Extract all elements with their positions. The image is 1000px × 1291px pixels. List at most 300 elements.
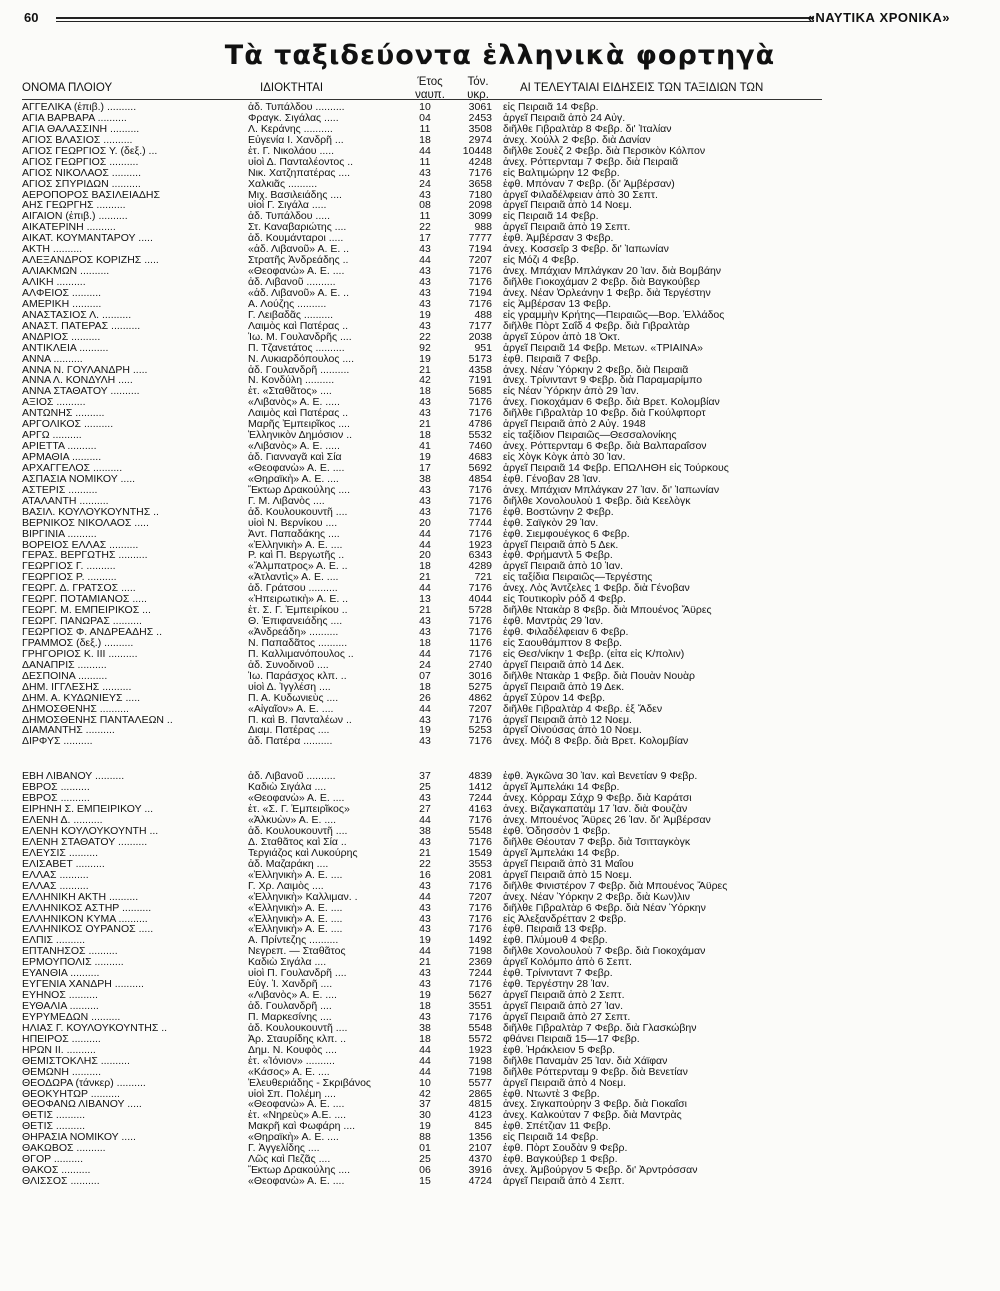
tonnage: 7207 xyxy=(468,891,492,903)
table-row xyxy=(0,837,1000,848)
build-year: 43 xyxy=(419,968,431,980)
voyage-news: ἀργεῖ Πειραιᾶ ἀπὸ 15 Νοεμ. xyxy=(503,869,632,881)
build-year: 19 xyxy=(419,452,431,463)
ship-name: ΓΕΡΑΣ. ΒΕΡΓΩΤΗΣ .......... xyxy=(22,550,148,562)
ship-owner: «Κάσος» Α. Ε. .... xyxy=(248,1066,330,1078)
voyage-news: διῆλθε Σουὲζ 2 Φεβρ. διὰ Περσικὸν Κόλπον xyxy=(503,145,706,157)
build-year: 43 xyxy=(419,495,431,507)
ship-name: ΔΗΜ. ΙΓΓΛΕΣΗΣ .......... xyxy=(22,681,132,693)
tonnage: 2081 xyxy=(468,869,492,881)
build-year: 22 xyxy=(419,331,431,343)
ship-name: ΘΕΜΩΝΗ .......... xyxy=(22,1066,102,1078)
build-year: 21 xyxy=(419,419,431,431)
voyage-news: ἀργεῖ Σύρον ἀπὸ 18 Ὀκτ. xyxy=(503,331,621,343)
tonnage: 3553 xyxy=(468,858,492,870)
tonnage: 1492 xyxy=(468,935,492,947)
voyage-news: εἰς Πειραιᾶ 14 Φεβρ. xyxy=(503,102,599,113)
tonnage: 7176 xyxy=(468,924,492,936)
tonnage: 2369 xyxy=(468,957,492,969)
voyage-news: ἐφθ. Ὀδησσὸν 1 Φεβρ. xyxy=(503,826,611,837)
ship-name: ΕΛΛΗΝΙΚΗ ΑΚΤΗ .......... xyxy=(22,891,139,903)
ship-name: ΑΚΤΗ .......... xyxy=(22,244,83,256)
ship-owner: Ἰω. Μ. Γουλανδρῆς .... xyxy=(248,331,352,343)
ship-name: ΓΕΩΡΓ. ΠΑΝΩΡΑΣ .......... xyxy=(22,616,142,628)
ship-name: ΕΛΛΑΣ .......... xyxy=(22,880,89,892)
build-year: 24 xyxy=(419,178,431,190)
ship-owner: Χαλκιᾶς .......... xyxy=(248,178,318,190)
tonnage: 7177 xyxy=(468,320,492,332)
tonnage: 7198 xyxy=(468,1066,492,1078)
build-year: 27 xyxy=(419,804,431,816)
tonnage: 7176 xyxy=(468,714,492,726)
table-row xyxy=(0,1045,1000,1056)
build-year: 18 xyxy=(419,1033,431,1045)
ship-owner: υἱοὶ Γ. Σιγάλα ..... xyxy=(248,200,327,212)
ship-name: ΑΛΦΕΙΟΣ .......... xyxy=(22,287,102,299)
ship-owner: Δημ. Ν. Κουφὸς .... xyxy=(248,1044,337,1056)
ship-owner: Π. Μαρκεσίνης .... xyxy=(248,1011,332,1023)
voyage-news: ἀργεῖ Ἀμπελάκι 14 Φεβρ. xyxy=(503,782,620,794)
ship-owner: ἀδ. Τυπάλδου ..... xyxy=(248,211,331,223)
tonnage: 7176 xyxy=(468,506,492,518)
build-year: 43 xyxy=(419,1011,431,1023)
build-year: 43 xyxy=(419,167,431,179)
table-row xyxy=(0,529,1000,540)
build-year: 44 xyxy=(419,1044,431,1056)
voyage-news: διῆλθε Πὸρτ Σαΐδ 4 Φεβρ. διὰ Γιβραλτὰρ xyxy=(503,320,690,332)
ship-name: ΔΗΜ. Α. ΚΥΔΩΝΙΕΥΣ ..... xyxy=(22,692,141,704)
table-row xyxy=(0,157,1000,168)
ship-owner: Π. Τζανετάτος .......... xyxy=(248,342,345,354)
table-row xyxy=(0,222,1000,233)
ship-owner: Λ. Κεράνης .......... xyxy=(248,123,333,135)
build-year: 38 xyxy=(419,826,431,837)
table-row xyxy=(0,771,1000,782)
build-year: 20 xyxy=(419,517,431,529)
ship-owner: Π. Α. Κυδωνιεὺς .... xyxy=(248,692,339,704)
ship-owner: Γ. Χρ. Λαιμὸς .... xyxy=(248,880,324,892)
ship-owner: «Θεοφανὼ» Α. Ε. .... xyxy=(248,793,345,805)
table-row xyxy=(0,386,1000,397)
table-row xyxy=(0,1023,1000,1034)
voyage-news: φθάνει Πειραιᾶ 15—17 Φεβρ. xyxy=(503,1033,640,1045)
tonnage: 5692 xyxy=(468,462,492,474)
ship-owner: Ν. Κονδύλη .......... xyxy=(248,375,335,387)
table-row xyxy=(0,200,1000,211)
tonnage: 4862 xyxy=(468,692,492,704)
table-row xyxy=(0,485,1000,496)
ship-owner: ἀδ. Συνοδινοῦ .... xyxy=(248,659,329,671)
ship-name: ΑΝΝΑ ΣΤΑΘΑΤΟΥ .......... xyxy=(22,386,140,398)
ship-name: ΘΕΤΙΣ .......... xyxy=(22,1121,86,1133)
ship-name: ΑΙΚΑΤΕΡΙΝΗ .......... xyxy=(22,222,116,234)
ship-owner: Ἑλληνικὸν Δημόσιον .. xyxy=(248,430,353,442)
voyage-news: ἀργεῖ Οἰνούσας ἀπὸ 10 Νοεμ. xyxy=(503,725,642,737)
ship-name: ΔΕΣΠΟΙΝΑ .......... xyxy=(22,670,108,682)
ship-name: ΑΓΙΑ ΒΑΡΒΑΡΑ .......... xyxy=(22,112,127,124)
table-row xyxy=(0,1121,1000,1132)
build-year: 44 xyxy=(419,891,431,903)
ship-name: ΒΑΣΙΛ. ΚΟΥΛΟΥΚΟΥΝΤΗΣ .. xyxy=(22,506,159,518)
build-year: 44 xyxy=(419,815,431,827)
table-row xyxy=(0,682,1000,693)
table-row xyxy=(0,1132,1000,1143)
build-year: 44 xyxy=(419,255,431,267)
voyage-news: ἀνεχ. Μπάχιαν Μπλάγκαν 20 Ἰαν. διὰ Βομβάην xyxy=(503,266,722,278)
ship-name: ΑΞΙΟΣ .......... xyxy=(22,397,86,409)
ship-name: ΕΒΗ ΛΙΒΑΝΟΥ .......... xyxy=(22,771,125,783)
ship-owner: ἐτ. «Ἰόνιον» .......... xyxy=(248,1055,335,1067)
voyage-news: ἀνεχ. Νέαν Ὑόρκην 2 Φεβρ. διὰ Πειραιᾶ xyxy=(503,364,689,376)
ship-owner: «Θεοφανὼ» Α. Ε. .... xyxy=(248,462,345,474)
ship-owner: Γ. Μ. Λιβανὸς .... xyxy=(248,495,325,507)
ship-owner: Φραγκ. Σιγάλας ..... xyxy=(248,112,339,124)
voyage-news: διῆλθε Γιβραλτὰρ 6 Φεβρ. διὰ Νέαν Ὑόρκην xyxy=(503,902,706,914)
tonnage: 3551 xyxy=(468,1001,492,1012)
tonnage: 1923 xyxy=(468,539,492,551)
ship-owner: «Λιβανὸς» Α. Ε. .... xyxy=(248,990,337,1002)
tonnage: 4724 xyxy=(468,1176,492,1187)
voyage-news: ἀργεῖ Ἀμπελάκι 14 Φεβρ. xyxy=(503,847,620,859)
voyage-news: διῆλθε Γιβραλτὰρ 7 Φεβρ. διὰ Γλασκώβην xyxy=(503,1022,697,1034)
tonnage: 4123 xyxy=(468,1110,492,1122)
table-row xyxy=(0,408,1000,419)
table-row xyxy=(0,649,1000,660)
voyage-news: εἰς Βαλτιμώρην 12 Φεβρ. xyxy=(503,167,620,179)
build-year: 19 xyxy=(419,353,431,365)
tonnage: 7176 xyxy=(468,902,492,914)
voyage-news: εἰς γραμμὴν Κρήτης—Πειραιῶς—Βορ. Ἑλλάδος xyxy=(503,309,725,321)
ship-owner: Ἀντ. Παπαδάκης .... xyxy=(248,528,340,540)
ship-owner: Α. Λούζης .......... xyxy=(248,298,327,310)
table-row xyxy=(0,935,1000,946)
table-row xyxy=(0,815,1000,826)
ship-owner: «Ἀτλαντὶς» Α. Ε. .... xyxy=(248,572,339,584)
ship-owner: Θ. Ἐπιφανειάδης .... xyxy=(248,616,343,628)
build-year: 43 xyxy=(419,506,431,518)
ship-name: ΕΡΜΟΥΠΟΛΙΣ .......... xyxy=(22,957,124,969)
table-row xyxy=(0,354,1000,365)
table-row xyxy=(0,310,1000,321)
build-year: 01 xyxy=(419,1143,431,1155)
build-year: 06 xyxy=(419,1165,431,1177)
ship-name: ΔΑΝΑΠΡΙΣ .......... xyxy=(22,659,107,671)
ship-owner: Εὐγενία Ι. Χανδρῆ ... xyxy=(248,134,344,146)
build-year: 13 xyxy=(419,594,431,606)
build-year: 19 xyxy=(419,990,431,1002)
table-row xyxy=(0,397,1000,408)
tonnage: 5275 xyxy=(468,681,492,693)
build-year: 18 xyxy=(419,430,431,442)
voyage-news: ἐφθ. Ἀγκῶνα 30 Ἰαν. καὶ Βενετίαν 9 Φεβρ. xyxy=(503,771,698,783)
voyage-news: ἐφθ. Σιεμφουέγκος 6 Φεβρ. xyxy=(503,528,630,540)
voyage-news: ἐφθ. Σπέτζιαν 11 Φεβρ. xyxy=(503,1121,611,1133)
table-row xyxy=(0,957,1000,968)
ship-owner: ἀδ. Γράτσου .......... xyxy=(248,583,338,595)
voyage-news: ἀνεχ. Μπουένος Ἄϋρες 26 Ἰαν. δι' Ἀμβέρσαν xyxy=(503,815,711,827)
tonnage: 721 xyxy=(474,572,492,584)
build-year: 43 xyxy=(419,320,431,332)
tonnage: 7777 xyxy=(468,233,492,245)
voyage-news: ἐφθ. Φρήμαντλ 5 Φεβρ. xyxy=(503,550,613,562)
table-row xyxy=(0,660,1000,671)
ship-name: ΘΕΟΦΑΝΩ ΛΙΒΑΝΟΥ ..... xyxy=(22,1099,142,1111)
build-year: 11 xyxy=(419,211,431,223)
table-row xyxy=(0,540,1000,551)
voyage-news: ἀνεχ. Μόζι 8 Φεβρ. διὰ Βρετ. Κολομβίαν xyxy=(503,736,689,748)
voyage-news: ἀργεῖ Πειραιᾶ ἀπὸ 5 Δεκ. xyxy=(503,539,619,551)
voyage-news: ἐφθ. Βοστώνην 2 Φεβρ. xyxy=(503,506,614,518)
table-row xyxy=(0,616,1000,627)
table-row xyxy=(0,550,1000,561)
voyage-news: διῆλθε Θέουταν 7 Φεβρ. διὰ Τσιτταγκὸγκ xyxy=(503,836,691,848)
voyage-news: ἐφθ. Βαγκούβερ 1 Φεβρ. xyxy=(503,1154,618,1166)
ship-owner: «ἀδ. Λιβανοῦ» Α. Ε. .. xyxy=(248,244,349,256)
build-year: 21 xyxy=(419,364,431,376)
build-year: 38 xyxy=(419,1022,431,1034)
ship-name: ΑΗΣ ΓΕΩΡΓΗΣ .......... xyxy=(22,200,126,212)
tonnage: 4815 xyxy=(468,1099,492,1111)
ship-owner: «Θεοφανὼ» Α. Ε. .... xyxy=(248,1176,345,1187)
ship-owner: «Θηραϊκὴ» Α. Ε. .... xyxy=(248,473,339,485)
ship-name: ΕΛΙΣΑΒΕΤ .......... xyxy=(22,858,105,870)
table-row xyxy=(0,725,1000,736)
build-year: 43 xyxy=(419,616,431,628)
ship-owner: Μαρῆς Ἐμπειρῖκος .... xyxy=(248,419,350,431)
tonnage: 5577 xyxy=(468,1077,492,1089)
build-year: 11 xyxy=(419,156,431,168)
tonnage: 4248 xyxy=(468,156,492,168)
build-year: 37 xyxy=(419,771,431,783)
ship-name: ΑΙΚΑΤ. ΚΟΥΜΑΝΤΑΡΟΥ ..... xyxy=(22,233,153,245)
build-year: 44 xyxy=(419,539,431,551)
ship-name: ΓΡΑΜΜΟΣ (δεξ.) .......... xyxy=(22,637,134,649)
ship-owner: ἀδ. Τυπάλδου .......... xyxy=(248,102,345,113)
ship-name: ΑΣΠΑΣΙΑ ΝΟΜΙΚΟΥ ..... xyxy=(22,473,136,485)
ship-owner: υἱοὶ Δ. Πανταλέοντος .. xyxy=(248,156,354,168)
ship-name: ΘΑΚΩΒΟΣ .......... xyxy=(22,1143,106,1155)
voyage-news: εἰς Πειραιᾶ 14 Φεβρ. xyxy=(503,1132,599,1144)
ship-owner: «Ἠπειρωτικὴ» Α. Ε. .. xyxy=(248,594,348,606)
tonnage: 7176 xyxy=(468,528,492,540)
tonnage: 1412 xyxy=(468,782,492,794)
ship-name: ΕΠΤΑΝΗΣΟΣ .......... xyxy=(22,946,118,958)
tonnage: 1549 xyxy=(468,847,492,859)
voyage-news: ἀργεῖ Πειραιᾶ ἀπὸ 12 Νοεμ. xyxy=(503,714,632,726)
tonnage: 4786 xyxy=(468,419,492,431)
tonnage: 2098 xyxy=(468,200,492,212)
voyage-news: εἰς Θεσ/νίκην 1 Φεβρ. (εἶτα εἰς Κ/πολιν) xyxy=(503,648,685,660)
table-row xyxy=(0,518,1000,529)
table-row xyxy=(0,1143,1000,1154)
ship-owner: ἀδ. Μαζαράκη .... xyxy=(248,858,329,870)
voyage-news: ἐφθ. Γένοβαν 28 Ἰαν. xyxy=(503,473,601,485)
tonnage: 2038 xyxy=(468,331,492,343)
tonnage: 7176 xyxy=(468,913,492,925)
voyage-news: ἐφθ. Τεργέστην 28 Ἰαν. xyxy=(503,979,610,991)
table-row xyxy=(0,299,1000,310)
ship-owner: ἀδ. Κουλουκουντῆ .... xyxy=(248,826,348,837)
ship-name: ΔΙΑΜΑΝΤΗΣ .......... xyxy=(22,725,115,737)
voyage-news: ἐφθ. Σαϊγκὸν 29 Ἰαν. xyxy=(503,517,599,529)
tonnage: 7180 xyxy=(468,189,492,201)
table-row xyxy=(0,1012,1000,1023)
table-row xyxy=(0,146,1000,157)
voyage-news: εἰς Τουτικορὶν ρόδ 4 Φεβρ. xyxy=(503,594,626,606)
table-row xyxy=(0,452,1000,463)
ship-owner: «Ἀνδρεάδη» .......... xyxy=(248,627,339,638)
ship-owner: ἀδ. Κουμάνταροι ..... xyxy=(248,233,344,245)
build-year: 10 xyxy=(419,102,431,113)
voyage-news: ἀνεχ. Ρόττερνταμ 6 Φεβρ. διὰ Βαλπαραΐσον xyxy=(503,441,707,453)
ship-owner: Λῶς καὶ Πεζᾶς .... xyxy=(248,1154,331,1166)
voyage-news: εἰς ταξίδια Πειραιῶς—Τεργέστης xyxy=(503,572,653,584)
build-year: 44 xyxy=(419,528,431,540)
table-row xyxy=(0,255,1000,266)
voyage-news: ἐφθ. Μπόναν 7 Φεβρ. (δι' Ἀμβέρσαν) xyxy=(503,178,675,190)
ship-owner: υἱοὶ Σπ. Πολέμη .... xyxy=(248,1088,336,1100)
ship-name: ΕΥΘΑΛΙΑ .......... xyxy=(22,1001,99,1012)
table-row xyxy=(0,881,1000,892)
table-row xyxy=(0,1001,1000,1012)
table-row xyxy=(0,179,1000,190)
ship-owner: Ἐλευθεριάδης - Σκριβάνος xyxy=(248,1077,371,1089)
table-row xyxy=(0,693,1000,704)
table-row xyxy=(0,1089,1000,1100)
build-year: 44 xyxy=(419,1055,431,1067)
tonnage: 7194 xyxy=(468,287,492,299)
ship-owner: υἱοὶ Π. Γουλανδρῆ .... xyxy=(248,968,347,980)
ship-owner: ἀδ. Λιβανοῦ .......... xyxy=(248,277,336,288)
build-year: 21 xyxy=(419,572,431,584)
tonnage: 5572 xyxy=(468,1033,492,1045)
build-year: 07 xyxy=(419,670,431,682)
ship-owner: «Θηραϊκὴ» Α. Ε. .... xyxy=(248,1132,339,1144)
voyage-news: εἰς ταξίδιον Πειραιῶς—Θεσσαλονίκης xyxy=(503,430,677,442)
voyage-news: ἀνεχ. Γιοκοχάμαν 6 Φεβρ. διὰ Βρετ. Κολομβίαν xyxy=(503,397,720,409)
ship-owner: ἀδ. Γουλανδρῆ .......... xyxy=(248,364,350,376)
tonnage: 2740 xyxy=(468,659,492,671)
build-year: 26 xyxy=(419,692,431,704)
table-row xyxy=(0,892,1000,903)
build-year: 44 xyxy=(419,946,431,958)
build-year: 44 xyxy=(419,145,431,157)
ship-name: ΓΡΗΓΟΡΙΟΣ Κ. ΙΙΙ .......... xyxy=(22,648,138,660)
table-row xyxy=(0,343,1000,354)
ship-owner: «Ἑλληνικὴ» Καλλιμαν. . xyxy=(248,891,358,903)
build-year: 42 xyxy=(419,375,431,387)
ship-name: ΕΥΓΕΝΙΑ ΧΑΝΔΡΗ .......... xyxy=(22,979,144,991)
table-row xyxy=(0,583,1000,594)
ship-owner: ἀδ. Πατέρα .......... xyxy=(248,736,333,748)
build-year: 43 xyxy=(419,627,431,638)
tonnage: 7191 xyxy=(468,375,492,387)
ship-owner: «Λιβανὸς» Α. Ε. ..... xyxy=(248,397,340,409)
ship-name: ΕΥΗΝΟΣ .......... xyxy=(22,990,98,1002)
voyage-news: ἐφθ. Ἡράκλειον 5 Φεβρ. xyxy=(503,1044,616,1056)
ship-owner: «Ἑλληνικὴ» Α. Ε. .... xyxy=(248,924,343,936)
table-row xyxy=(0,914,1000,925)
build-year: 41 xyxy=(419,441,431,453)
voyage-news: διῆλθε Χονολουλοὺ 7 Φεβρ. διὰ Γιοκοχάμαν xyxy=(503,946,706,958)
ship-owner: «Θεοφανὼ» Α. Ε. .... xyxy=(248,1099,345,1111)
voyage-news: ἀργεῖ Κολόμπο ἀπὸ 6 Σεπτ. xyxy=(503,957,632,969)
ship-owner: ἀδ. Κουλουκουντῆ .... xyxy=(248,1022,348,1034)
ship-name: ΕΛΕΝΗ Δ. .......... xyxy=(22,815,103,827)
header-rule xyxy=(56,17,814,22)
build-year: 17 xyxy=(419,233,431,245)
voyage-news: ἀργεῖ Πειραιᾶ 14 Φεβρ. Μετων. «ΤΡΙΑΙΝΑ» xyxy=(503,342,703,354)
ship-name: ΕΙΡΗΝΗ Σ. ΕΜΠΕΙΡΙΚΟΥ ... xyxy=(22,804,154,816)
voyage-news: ἀνεχ. Κόρραμ Σάχρ 9 Φεβρ. διὰ Καράτσι xyxy=(503,793,692,805)
running-header xyxy=(0,8,1000,30)
voyage-news: διῆλθε Γιβραλτὰρ 8 Φεβρ. δι' Ἰταλίαν xyxy=(503,123,672,135)
tonnage: 7244 xyxy=(468,793,492,805)
tonnage: 7194 xyxy=(468,244,492,256)
tonnage: 2974 xyxy=(468,134,492,146)
voyage-news: ἀργεῖ Πειραιᾶ ἀπὸ 10 Ἰαν. xyxy=(503,561,624,573)
ship-owner: «Ἑλληνικὴ» Α. Ε. .... xyxy=(248,539,343,551)
build-year: 25 xyxy=(419,782,431,794)
voyage-news: εἰς Πειραιᾶ 14 Φεβρ. xyxy=(503,211,599,223)
column-header-owner: ΙΔΙΟΚΤΗΤΑΙ xyxy=(260,82,324,94)
ship-name: ΒΟΡΕΙΟΣ ΕΛΛΑΣ .......... xyxy=(22,539,139,551)
ship-owner: Γ. Λειβαδᾶς .......... xyxy=(248,309,334,321)
ship-name: ΑΜΕΡΙΚΗ .......... xyxy=(22,298,102,310)
ship-owner: «Ἄλμπατρος» Α. Ε. .. xyxy=(248,561,348,573)
ship-name: ΘΕΟΔΩΡΑ (τάνκερ) .......... xyxy=(22,1077,146,1089)
ship-owner: Ἰω. Παράσχος κλπ. .. xyxy=(248,670,347,682)
ship-owner: Λαιμὸς καὶ Πατέρας .. xyxy=(248,320,349,332)
voyage-news: εἰς Νέαν Ὑόρκην ἀπὸ 29 Ἰαν. xyxy=(503,386,639,398)
ship-name: ΓΕΩΡΓΙΟΣ Ρ. .......... xyxy=(22,572,117,584)
voyage-news: διῆλθε Φινιστέρον 7 Φεβρ. διὰ Μπουένος Ἄϋρες xyxy=(503,880,728,892)
build-year: 18 xyxy=(419,637,431,649)
ship-name: ΑΙΓΑΙΟΝ (ἐπιβ.) .......... xyxy=(22,211,128,223)
ship-owner: «Ἑλληνικὴ» Α. Ε. .... xyxy=(248,869,343,881)
table-row xyxy=(0,430,1000,441)
table-row xyxy=(0,793,1000,804)
ship-name: ΔΗΜΟΣΘΕΝΗΣ .......... xyxy=(22,703,129,715)
build-year: 43 xyxy=(419,244,431,256)
table-row xyxy=(0,496,1000,507)
voyage-news: διῆλθε Παναμὰν 25 Ἰαν. διὰ Χάϊφαν xyxy=(503,1055,668,1067)
ship-owner: Π. Καλλιμανόπουλος .. xyxy=(248,648,354,660)
build-year: 25 xyxy=(419,1154,431,1166)
ship-owner: Νικ. Χατζηπατέρας .... xyxy=(248,167,351,179)
tonnage: 7176 xyxy=(468,627,492,638)
build-year: 22 xyxy=(419,222,431,234)
ship-name: ΑΕΡΟΠΟΡΟΣ ΒΑΣΙΛΕΙΑΔΗΣ xyxy=(22,189,160,201)
voyage-news: ἀνεχ. Τρίνινταντ 9 Φεβρ. διὰ Παραμαρίμπο xyxy=(503,375,703,387)
ship-name: ΕΛΕΝΗ ΣΤΑΘΑΤΟΥ .......... xyxy=(22,836,148,848)
tonnage: 3508 xyxy=(468,123,492,135)
tonnage: 7244 xyxy=(468,968,492,980)
voyage-news: ἐφθ. Ντωντὲ 3 Φεβρ. xyxy=(503,1088,600,1100)
voyage-news: ἐφθ. Πειραιᾶ 13 Φεβρ. xyxy=(503,924,607,936)
table-row xyxy=(0,168,1000,179)
tonnage: 3916 xyxy=(468,1165,492,1177)
ship-name: ΒΕΡΝΙΚΟΣ ΝΙΚΟΛΑΟΣ ..... xyxy=(22,517,149,529)
tonnage: 2453 xyxy=(468,112,492,124)
ship-name: ΑΡΓΩ .......... xyxy=(22,430,82,442)
build-year: 18 xyxy=(419,386,431,398)
tonnage: 5685 xyxy=(468,386,492,398)
ship-name: ΑΝΝΑ Ν. ΓΟΥΛΑΝΔΡΗ ..... xyxy=(22,364,148,376)
ship-name: ΘΓΟΡ .......... xyxy=(22,1154,84,1166)
tonnage: 7207 xyxy=(468,255,492,267)
build-year: 44 xyxy=(419,1066,431,1078)
